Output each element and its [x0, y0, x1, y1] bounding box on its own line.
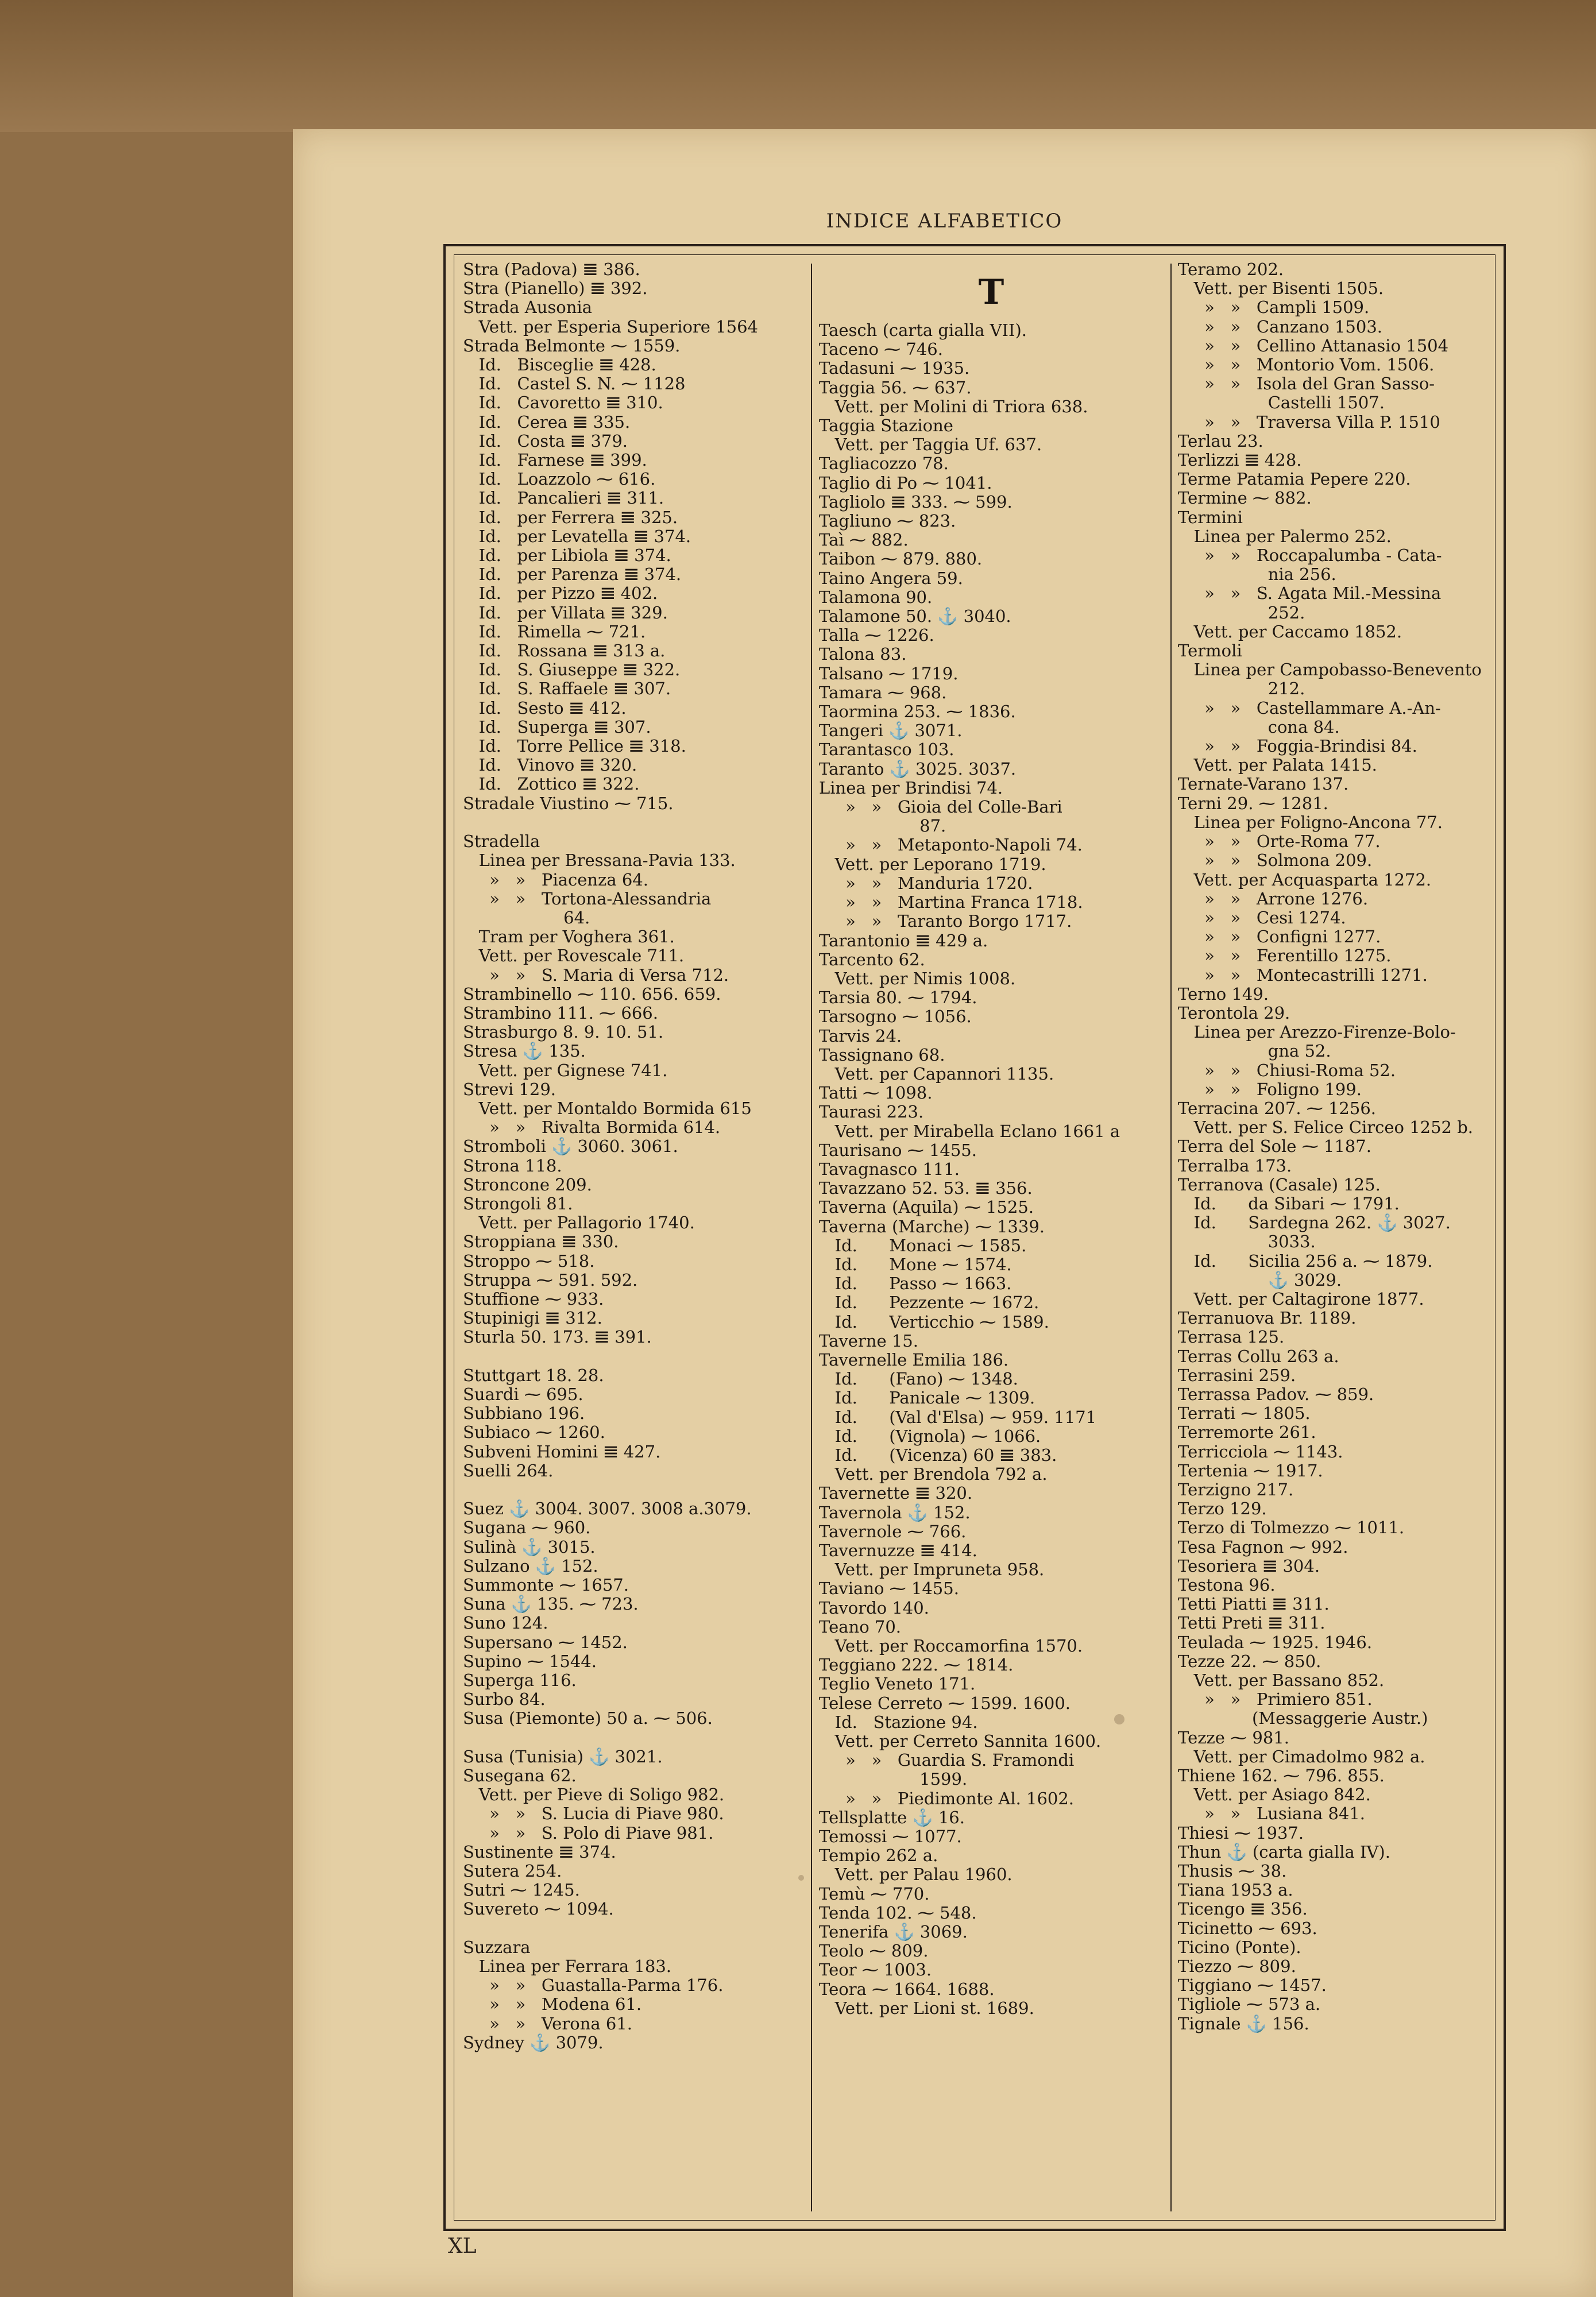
index-entry: Vett. per Bisenti 1505.: [1178, 279, 1384, 299]
index-entry: Susa (Piemonte) 50 a. ⁓ 506.: [463, 1708, 713, 1728]
index-column-1: [463, 260, 802, 2215]
index-entry: Id. per Pizzo 𝌆 402.: [463, 583, 658, 604]
index-entry: Tavernole ⁓ 766.: [819, 1521, 967, 1541]
index-entry: Terricciola ⁓ 1143.: [1178, 1441, 1343, 1461]
index-entry: » » Manduria 1720.: [819, 873, 1033, 893]
index-entry: Sustinente 𝌆 374.: [463, 1842, 616, 1862]
index-entry: Sulinà ⚓ 3015.: [463, 1537, 596, 1557]
index-entry: Taceno ⁓ 746.: [819, 339, 943, 359]
index-entry: gna 52.: [1178, 1041, 1331, 1061]
index-entry: » » Montecastrilli 1271.: [1178, 965, 1428, 985]
index-entry: Tangeri ⚓ 3071.: [819, 721, 963, 741]
index-entry: Taranto ⚓ 3025. 3037.: [819, 759, 1017, 779]
index-entry: [463, 1919, 802, 1938]
index-entry: Id. Sardegna 262. ⚓ 3027.: [1178, 1213, 1451, 1233]
index-entry: Linea per Brindisi 74.: [819, 778, 1003, 798]
index-entry: Id. (Fano) ⁓ 1348.: [819, 1369, 1018, 1389]
index-entry: Thun ⚓ (carta gialla IV).: [1178, 1842, 1390, 1862]
index-entry: Supino ⁓ 1544.: [463, 1651, 597, 1671]
index-entry: Terralba 173.: [1178, 1155, 1292, 1175]
index-entry: Taggia Stazione: [819, 416, 953, 436]
index-entry: Thusis ⁓ 38.: [1178, 1861, 1287, 1881]
index-entry: Id. Monaci ⁓ 1585.: [819, 1235, 1027, 1255]
index-entry: Tenda 102. ⁓ 548.: [819, 1902, 977, 1923]
index-entry: Id. Panicale ⁓ 1309.: [819, 1388, 1035, 1408]
index-entry: Suez ⚓ 3004. 3007. 3008 a.3079.: [463, 1499, 752, 1519]
index-entry: cona 84.: [1178, 717, 1340, 737]
index-entry: Terme Patamia Pepere 220.: [1178, 469, 1411, 489]
index-entry: Linea per Bressana-Pavia 133.: [463, 850, 736, 871]
index-entry: Thiene 162. ⁓ 796. 855.: [1178, 1766, 1385, 1786]
index-entry: Id. Stazione 94.: [819, 1712, 978, 1732]
index-entry: Vett. per Nimis 1008.: [819, 968, 1016, 988]
index-entry: Tagliuno ⁓ 823.: [819, 511, 956, 531]
index-entry: Id. Passo ⁓ 1663.: [819, 1274, 1012, 1294]
index-entry: Teramo 202.: [1178, 260, 1284, 279]
column-rule: [811, 264, 812, 2211]
index-entry: Id. Bisceglie 𝌆 428.: [463, 355, 656, 375]
index-entry: Id. da Sibari ⁓ 1791.: [1178, 1193, 1400, 1213]
index-entry: nia 256.: [1178, 564, 1336, 585]
index-entry: Id. Loazzolo ⁓ 616.: [463, 469, 656, 489]
index-entry: » » Canzano 1503.: [1178, 316, 1382, 337]
index-entry: Tarsia 80. ⁓ 1794.: [819, 988, 977, 1008]
index-entry: » » S. Lucia di Piave 980.: [463, 1804, 724, 1824]
index-entry: Subiaco ⁓ 1260.: [463, 1422, 605, 1443]
index-entry: Id. Cavoretto 𝌆 310.: [463, 393, 663, 413]
index-entry: Temossi ⁓ 1077.: [819, 1827, 962, 1847]
index-entry: Temù ⁓ 770.: [819, 1884, 930, 1904]
index-entry: Stuttgart 18. 28.: [463, 1365, 604, 1385]
index-entry: Terzo di Tolmezzo ⁓ 1011.: [1178, 1518, 1405, 1538]
index-entry: Strada Belmonte ⁓ 1559.: [463, 335, 681, 355]
index-entry: Tesa Fagnon ⁓ 992.: [1178, 1537, 1348, 1557]
index-entry: Linea per Foligno-Ancona 77.: [1178, 812, 1443, 832]
index-column-2: [819, 260, 1164, 2215]
index-entry: Linea per Ferrara 183.: [463, 1956, 671, 1977]
index-entry: Vett. per Acquasparta 1272.: [1178, 869, 1432, 890]
index-entry: » » Ferentillo 1275.: [1178, 946, 1392, 966]
index-entry: Talamone 50. ⚓ 3040.: [819, 606, 1011, 627]
index-entry: Tertenia ⁓ 1917.: [1178, 1460, 1323, 1480]
index-entry: Tavordo 140.: [819, 1598, 929, 1618]
index-entry: Tesoriera 𝌆 304.: [1178, 1556, 1320, 1576]
index-entry: Talla ⁓ 1226.: [819, 625, 934, 645]
index-entry: Teulada ⁓ 1925. 1946.: [1178, 1632, 1373, 1652]
index-entry: Id. Torre Pellice 𝌆 318.: [463, 736, 686, 756]
index-entry: Tatti ⁓ 1098.: [819, 1083, 933, 1103]
index-entry: Terrassa Padov. ⁓ 859.: [1178, 1384, 1374, 1404]
index-entry: Susegana 62.: [463, 1766, 577, 1786]
index-entry: Id. Mone ⁓ 1574.: [819, 1254, 1012, 1274]
index-entry: » » Solmona 209.: [1178, 850, 1373, 871]
index-entry: Vett. per Capannori 1135.: [819, 1064, 1054, 1084]
index-entry: Surbo 84.: [463, 1689, 546, 1710]
index-entry: Id. Vinovo 𝌆 320.: [463, 755, 637, 775]
index-entry: Supersano ⁓ 1452.: [463, 1632, 628, 1652]
index-entry: Tassignano 68.: [819, 1045, 945, 1065]
index-entry: » » Cellino Attanasio 1504: [1178, 335, 1449, 355]
index-entry: Suelli 264.: [463, 1460, 554, 1480]
index-entry: Taesch (carta gialla VII).: [819, 320, 1027, 340]
index-entry: Tenerifa ⚓ 3069.: [819, 1922, 968, 1942]
index-entry: Terni 29. ⁓ 1281.: [1178, 793, 1328, 813]
index-entry: 87.: [819, 816, 946, 836]
index-entry: Thiesi ⁓ 1937.: [1178, 1823, 1304, 1843]
index-entry: 252.: [1178, 602, 1305, 622]
index-entry: Vett. per Gignese 741.: [463, 1060, 668, 1080]
index-entry: Talona 83.: [819, 644, 907, 664]
index-entry: Vett. per S. Felice Circeo 1252 b.: [1178, 1117, 1473, 1138]
index-entry: Taglio di Po ⁓ 1041.: [819, 473, 992, 493]
index-entry: Ticino (Ponte).: [1178, 1937, 1301, 1957]
index-entry: » » Lusiana 841.: [1178, 1804, 1366, 1824]
index-entry: » » Foligno 199.: [1178, 1079, 1362, 1099]
index-entry: » » Foggia-Brindisi 84.: [1178, 736, 1417, 756]
index-entry: Taurisano ⁓ 1455.: [819, 1140, 977, 1160]
index-entry: » » Martina Franca 1718.: [819, 892, 1083, 912]
index-entry: Id. S. Raffaele 𝌆 307.: [463, 679, 671, 699]
index-entry: [463, 1347, 802, 1366]
index-entry: Tavernuzze 𝌆 414.: [819, 1541, 977, 1560]
index-entry: Stuffione ⁓ 933.: [463, 1289, 604, 1309]
index-entry: Vett. per Caccamo 1852.: [1178, 621, 1402, 641]
index-entry: Taverna (Aquila) ⁓ 1525.: [819, 1197, 1034, 1217]
index-entry: Termini: [1178, 507, 1243, 527]
index-entry: Tram per Voghera 361.: [463, 927, 675, 947]
index-entry: Teggiano 222. ⁓ 1814.: [819, 1655, 1014, 1675]
index-entry: Ternate-Varano 137.: [1178, 774, 1349, 794]
index-entry: Terra del Sole ⁓ 1187.: [1178, 1136, 1371, 1157]
index-entry: Teor ⁓ 1003.: [819, 1960, 932, 1980]
index-entry: Sutri ⁓ 1245.: [463, 1880, 580, 1900]
index-entry: Id. Sesto 𝌆 412.: [463, 698, 627, 718]
section-letter: T: [978, 272, 1004, 312]
index-entry: Linea per Palermo 252.: [1178, 526, 1392, 546]
index-entry: Tavernelle Emilia 186.: [819, 1349, 1009, 1370]
index-entry: Tempio 262 a.: [819, 1846, 938, 1866]
index-entry: Terontola 29.: [1178, 1003, 1290, 1023]
index-entry: Terracina 207. ⁓ 1256.: [1178, 1098, 1376, 1118]
index-entry: Taverna (Marche) ⁓ 1339.: [819, 1216, 1045, 1236]
index-entry: Taggia 56. ⁓ 637.: [819, 377, 972, 397]
index-entry: » » Roccapalumba - Cata-: [1178, 546, 1442, 566]
index-entry: Vett. per Pallagorio 1740.: [463, 1213, 695, 1233]
index-entry: » » Gioia del Colle-Bari: [819, 797, 1062, 817]
index-entry: Stradella: [463, 832, 540, 852]
index-entry: Id. (Val d'Elsa) ⁓ 959. 1171: [819, 1407, 1097, 1427]
index-entry: Terlizzi 𝌆 428.: [1178, 450, 1302, 470]
index-entry: Sturla 50. 173. 𝌆 391.: [463, 1327, 652, 1347]
index-entry: Teano 70.: [819, 1617, 902, 1637]
paper-stain: [1114, 1714, 1124, 1724]
index-entry: 3033.: [1178, 1232, 1316, 1252]
index-entry: Suzzara: [463, 1937, 531, 1957]
index-entry: Teglio Veneto 171.: [819, 1674, 976, 1694]
index-entry: Terno 149.: [1178, 984, 1269, 1004]
index-entry: Vett. per Lioni st. 1689.: [819, 1998, 1034, 2018]
index-entry: Id. Pezzente ⁓ 1672.: [819, 1293, 1039, 1313]
index-entry: Terrasini 259.: [1178, 1365, 1296, 1385]
index-entry: Taviano ⁓ 1455.: [819, 1579, 959, 1599]
index-entry: Vett. per Palau 1960.: [819, 1865, 1013, 1885]
index-entry: » » Metaponto-Napoli 74.: [819, 835, 1083, 855]
index-entry: » » Isola del Gran Sasso-: [1178, 374, 1435, 394]
index-entry: Tavagnasco 111.: [819, 1159, 960, 1179]
index-entry: Vett. per Rovescale 711.: [463, 946, 685, 966]
index-entry: Tarantonio 𝌆 429 a.: [819, 930, 988, 950]
index-entry: Tiggiano ⁓ 1457.: [1178, 1975, 1327, 1996]
index-entry: Strambino 111. ⁓ 666.: [463, 1003, 658, 1023]
index-entry: Taverne 15.: [819, 1331, 918, 1351]
index-entry: Tignale ⚓ 156.: [1178, 2013, 1309, 2033]
index-entry: Sydney ⚓ 3079.: [463, 2032, 604, 2052]
index-entry: Stradale Viustino ⁓ 715.: [463, 793, 674, 813]
index-entry: Taibon ⁓ 879. 880.: [819, 549, 983, 569]
index-entry: Tiezzo ⁓ 809.: [1178, 1956, 1296, 1977]
index-entry: Vett. per Palata 1415.: [1178, 755, 1377, 775]
index-entry: Id. per Ferrera 𝌆 325.: [463, 507, 678, 527]
index-entry: Id. per Villata 𝌆 329.: [463, 602, 668, 622]
index-entry: Id. (Vicenza) 60 𝌆 383.: [819, 1445, 1057, 1465]
index-entry: Ticengo 𝌆 356.: [1178, 1899, 1308, 1919]
index-column-3: [1178, 260, 1502, 2215]
index-entry: » » Modena 61.: [463, 1994, 642, 2014]
index-entry: Stra (Padova) 𝌆 386.: [463, 260, 640, 279]
index-entry: » » Guastalla-Parma 176.: [463, 1975, 724, 1996]
index-entry: Tarantasco 103.: [819, 740, 954, 760]
paper-stain: [798, 1875, 804, 1881]
index-entry: Suvereto ⁓ 1094.: [463, 1899, 614, 1919]
index-entry: Terranova (Casale) 125.: [1178, 1174, 1381, 1194]
index-entry: Strasburgo 8. 9. 10. 51.: [463, 1022, 664, 1042]
index-entry: Terras Collu 263 a.: [1178, 1346, 1339, 1366]
index-entry: » » S. Agata Mil.-Messina: [1178, 583, 1442, 604]
index-entry: Id. per Libiola 𝌆 374.: [463, 546, 671, 566]
index-entry: Stupinigi 𝌆 312.: [463, 1308, 602, 1328]
index-entry: Teolo ⁓ 809.: [819, 1941, 929, 1961]
index-entry: 1599.: [819, 1769, 968, 1789]
index-entry: Id. Farnese 𝌆 399.: [463, 450, 647, 470]
index-entry: Tadasuni ⁓ 1935.: [819, 358, 970, 378]
index-entry: Id. (Vignola) ⁓ 1066.: [819, 1426, 1041, 1446]
index-entry: Id. per Parenza 𝌆 374.: [463, 564, 682, 585]
index-entry: Id. Superga 𝌆 307.: [463, 717, 651, 737]
index-entry: Id. Castel S. N. ⁓ 1128: [463, 374, 686, 394]
index-entry: » » Taranto Borgo 1717.: [819, 911, 1072, 931]
index-entry: Talamona 90.: [819, 587, 933, 607]
index-entry: Tellsplatte ⚓ 16.: [819, 1807, 965, 1827]
index-entry: Terranuova Br. 1189.: [1178, 1308, 1357, 1328]
index-entry: [463, 1728, 802, 1747]
index-entry: Strongoli 81.: [463, 1193, 573, 1213]
index-entry: » » Campli 1509.: [1178, 297, 1370, 318]
index-entry: Susa (Tunisia) ⚓ 3021.: [463, 1746, 663, 1766]
index-entry: (Messaggerie Austr.): [1178, 1708, 1428, 1728]
index-entry: Tarcento 62.: [819, 949, 925, 969]
index-entry: Subbiano 196.: [463, 1403, 585, 1424]
index-entry: » » Chiusi-Roma 52.: [1178, 1060, 1396, 1080]
index-entry: Linea per Arezzo-Firenze-Bolo-: [1178, 1022, 1456, 1042]
index-entry: » » Verona 61.: [463, 2013, 632, 2033]
index-entry: Stromboli ⚓ 3060. 3061.: [463, 1136, 678, 1157]
index-entry: Id. S. Giuseppe 𝌆 322.: [463, 660, 681, 680]
index-entry: Vett. per Montaldo Bormida 615: [463, 1098, 752, 1118]
index-entry: Tavernola ⚓ 152.: [819, 1502, 971, 1522]
index-entry: Stroncone 209.: [463, 1174, 592, 1194]
index-entry: Terzigno 217.: [1178, 1480, 1294, 1499]
index-entry: Vett. per Caltagirone 1877.: [1178, 1289, 1424, 1309]
index-entry: Strona 118.: [463, 1155, 562, 1175]
index-entry: » » Primiero 851.: [1178, 1689, 1373, 1710]
index-entry: » » S. Polo di Piave 981.: [463, 1823, 714, 1843]
index-entry: Tarsogno ⁓ 1056.: [819, 1007, 972, 1027]
index-entry: Tetti Piatti 𝌆 311.: [1178, 1594, 1330, 1614]
index-entry: Termoli: [1178, 641, 1242, 661]
index-entry: » » Castellammare A.-An-: [1178, 698, 1441, 718]
index-entry: » » Cesi 1274.: [1178, 907, 1346, 927]
index-entry: Vett. per Taggia Uf. 637.: [819, 435, 1042, 455]
index-entry: Talsano ⁓ 1719.: [819, 663, 959, 683]
index-entry: ⚓ 3029.: [1178, 1270, 1342, 1290]
index-entry: Terlau 23.: [1178, 431, 1263, 451]
index-entry: » » Traversa Villa P. 1510: [1178, 412, 1440, 432]
index-entry: Tavazzano 52. 53. 𝌆 356.: [819, 1178, 1033, 1198]
index-entry: Sulzano ⚓ 152.: [463, 1556, 598, 1576]
index-entry: Vett. per Bassano 852.: [1178, 1670, 1385, 1691]
index-entry: Id. Rossana 𝌆 313 a.: [463, 641, 666, 661]
index-entry: Vett. per Impruneta 958.: [819, 1560, 1045, 1580]
index-entry: [463, 1480, 802, 1499]
index-entry: Summonte ⁓ 1657.: [463, 1575, 629, 1595]
running-head: INDICE ALFABETICO: [826, 210, 1063, 233]
index-entry: Struppa ⁓ 591. 592.: [463, 1270, 638, 1290]
index-entry: Testona 96.: [1178, 1575, 1276, 1595]
index-entry: Id. Zottico 𝌆 322.: [463, 774, 640, 794]
page-folio: XL: [448, 2234, 477, 2258]
index-entry: Id. Costa 𝌆 379.: [463, 431, 628, 451]
index-entry: Strevi 129.: [463, 1079, 556, 1099]
index-entry: Teora ⁓ 1664. 1688.: [819, 1979, 995, 1999]
index-entry: 64.: [463, 907, 590, 927]
index-entry: Vett. per Pieve di Soligo 982.: [463, 1785, 725, 1805]
index-entry: » » Orte-Roma 77.: [1178, 832, 1381, 852]
index-entry: Id. Sicilia 256 a. ⁓ 1879.: [1178, 1251, 1433, 1271]
index-entry: Id. Pancalieri 𝌆 311.: [463, 488, 664, 508]
index-entry: Tarvis 24.: [819, 1026, 902, 1046]
index-entry: Subveni Homini 𝌆 427.: [463, 1441, 661, 1461]
index-entry: Telese Cerreto ⁓ 1599. 1600.: [819, 1693, 1071, 1713]
index-entry: » » Tortona-Alessandria: [463, 888, 712, 908]
index-entry: Vett. per Esperia Superiore 1564: [463, 316, 758, 337]
index-entry: Castelli 1507.: [1178, 393, 1385, 413]
index-entry: Vett. per Cimadolmo 982 a.: [1178, 1746, 1425, 1766]
index-entry: 212.: [1178, 679, 1305, 699]
index-entry: Suardi ⁓ 695.: [463, 1384, 583, 1404]
index-entry: Ticinetto ⁓ 693.: [1178, 1918, 1317, 1938]
index-entry: » » Guardia S. Framondi: [819, 1750, 1075, 1770]
index-entry: [463, 813, 802, 832]
index-entry: Vett. per Mirabella Eclano 1661 a: [819, 1121, 1120, 1141]
index-entry: Tezze ⁓ 981.: [1178, 1727, 1289, 1747]
index-entry: Vett. per Leporano 1719.: [819, 854, 1046, 874]
index-entry: Terremorte 261.: [1178, 1422, 1316, 1443]
index-entry: Taino Angera 59.: [819, 568, 963, 588]
index-entry: Vett. per Molini di Triora 638.: [819, 396, 1088, 416]
index-entry: Stresa ⚓ 135.: [463, 1041, 586, 1061]
index-entry: Vett. per Cerreto Sannita 1600.: [819, 1731, 1102, 1751]
index-entry: Id. Cerea 𝌆 335.: [463, 412, 631, 432]
index-entry: Suno 124.: [463, 1613, 548, 1633]
index-entry: » » Rivalta Bormida 614.: [463, 1117, 721, 1138]
index-entry: Tiana 1953 a.: [1178, 1880, 1293, 1900]
index-entry: » » Configni 1277.: [1178, 927, 1381, 947]
index-entry: Tigliole ⁓ 573 a.: [1178, 1994, 1321, 2014]
index-entry: Linea per Campobasso-Benevento: [1178, 660, 1482, 680]
index-entry: » » Arrone 1276.: [1178, 888, 1369, 908]
index-entry: Stroppiana 𝌆 330.: [463, 1232, 619, 1252]
index-entry: Termine ⁓ 882.: [1178, 488, 1312, 508]
index-entry: Taì ⁓ 882.: [819, 530, 909, 550]
index-entry: » » S. Maria di Versa 712.: [463, 965, 729, 985]
index-entry: » » Piacenza 64.: [463, 869, 648, 890]
index-entry: » » Piedimonte Al. 1602.: [819, 1788, 1075, 1808]
index-entry: Superga 116.: [463, 1670, 577, 1691]
index-entry: Vett. per Brendola 792 a.: [819, 1464, 1048, 1484]
index-entry: Strambinello ⁓ 110. 656. 659.: [463, 984, 721, 1004]
index-entry: Stroppo ⁓ 518.: [463, 1251, 595, 1271]
index-entry: Terrati ⁓ 1805.: [1178, 1403, 1311, 1424]
index-entry: Tavernette 𝌆 320.: [819, 1483, 973, 1503]
index-entry: Suna ⚓ 135. ⁓ 723.: [463, 1594, 639, 1614]
index-entry: Vett. per Roccamorfina 1570.: [819, 1636, 1083, 1656]
book-page: [293, 129, 1596, 2297]
index-entry: Tetti Preti 𝌆 311.: [1178, 1613, 1326, 1633]
column-rule: [1170, 264, 1172, 2211]
index-entry: Taurasi 223.: [819, 1102, 924, 1122]
index-entry: Strada Ausonia: [463, 297, 592, 318]
index-entry: Sutera 254.: [463, 1861, 562, 1881]
index-entry: Id. per Levatella 𝌆 374.: [463, 526, 691, 546]
index-entry: Tagliacozzo 78.: [819, 454, 949, 474]
scan-background: [0, 0, 1596, 132]
index-entry: Tezze 22. ⁓ 850.: [1178, 1651, 1321, 1671]
index-entry: Taormina 253. ⁓ 1836.: [819, 702, 1016, 722]
index-entry: Terrasa 125.: [1178, 1327, 1285, 1347]
index-entry: Tagliolo 𝌆 333. ⁓ 599.: [819, 492, 1013, 512]
index-entry: Stra (Pianello) 𝌆 392.: [463, 279, 648, 299]
index-entry: Id. Rimella ⁓ 721.: [463, 621, 646, 641]
index-entry: Vett. per Asiago 842.: [1178, 1785, 1371, 1805]
index-entry: Tamara ⁓ 968.: [819, 682, 947, 702]
index-entry: Sugana ⁓ 960.: [463, 1518, 591, 1538]
index-frame: [443, 244, 1506, 2231]
index-entry: Terzo 129.: [1178, 1499, 1267, 1519]
index-entry: Id. Verticchio ⁓ 1589.: [819, 1312, 1049, 1332]
index-entry: » » Montorio Vom. 1506.: [1178, 355, 1435, 375]
